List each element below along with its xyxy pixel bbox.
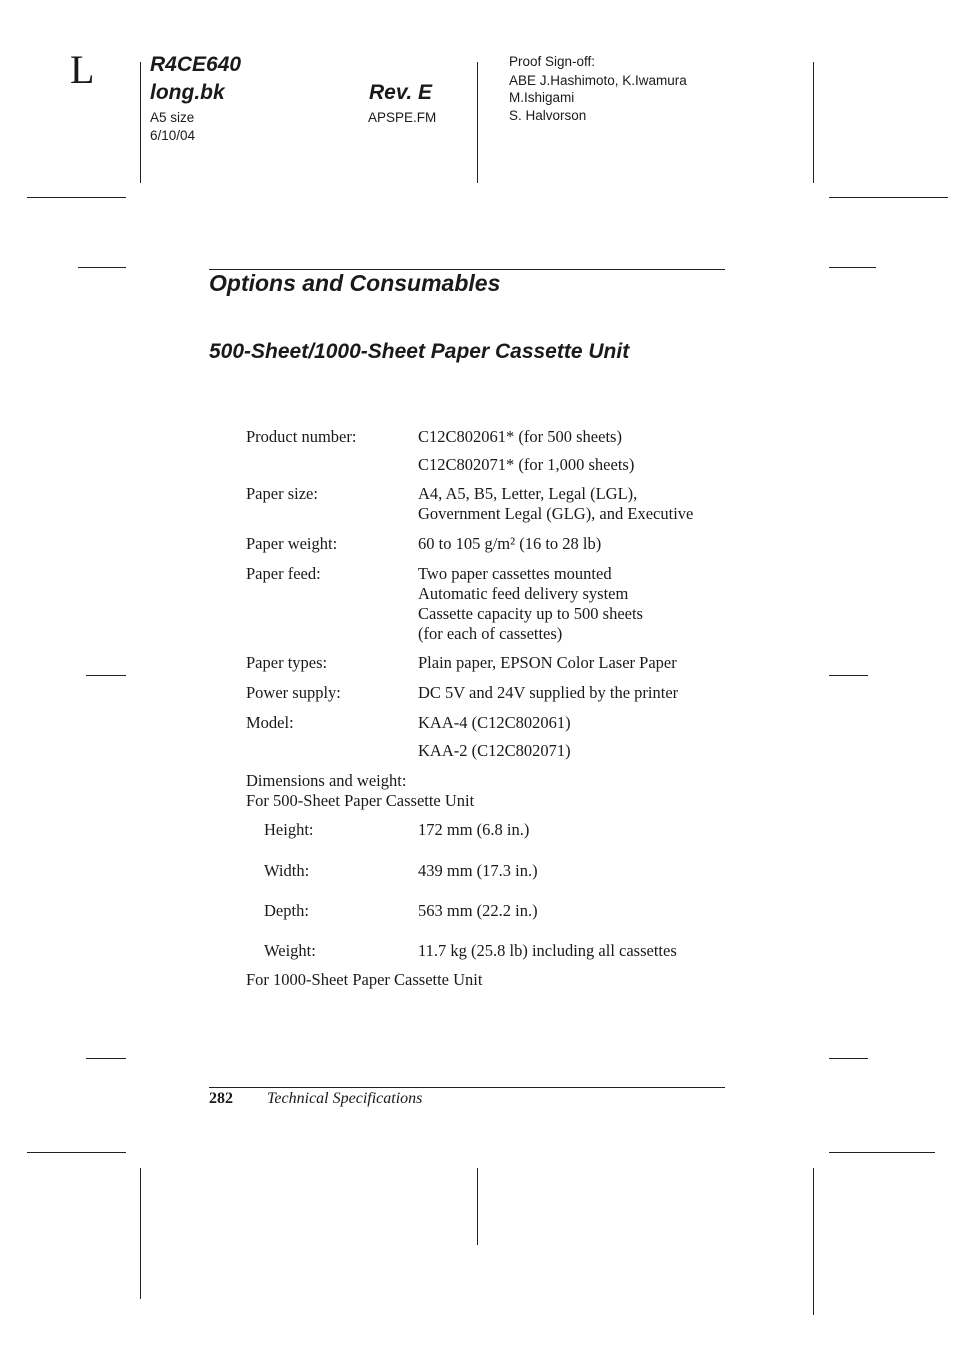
corner-letter: L	[70, 47, 95, 92]
crop-mark	[27, 1152, 126, 1153]
crop-mark	[86, 1058, 126, 1059]
crop-mark	[813, 62, 814, 183]
spec-value: Two paper cassettes mounted	[418, 564, 612, 583]
spec-label: Paper types:	[246, 653, 328, 672]
crop-mark	[27, 197, 126, 198]
spec-value: C12C802061* (for 500 sheets)	[418, 427, 622, 446]
proof-label: Proof Sign-off:	[509, 54, 596, 69]
crop-mark	[829, 1152, 935, 1153]
spec-label: Paper weight:	[246, 534, 338, 553]
crop-mark	[140, 62, 141, 183]
spec-label: Model:	[246, 713, 294, 732]
spec-value: DC 5V and 24V supplied by the printer	[418, 683, 679, 702]
crop-mark	[78, 267, 126, 268]
section-title: Options and Consumables	[209, 270, 501, 296]
spec-value: (for each of cassettes)	[418, 624, 563, 643]
crop-mark	[140, 1168, 141, 1299]
footer-rule	[209, 1087, 725, 1088]
doc-id: R4CE640	[150, 53, 242, 76]
spec-value: Government Legal (GLG), and Executive	[418, 504, 694, 523]
spec-label: For 500-Sheet Paper Cassette Unit	[246, 791, 475, 810]
page-size: A5 size	[150, 110, 195, 125]
crop-mark	[829, 197, 948, 198]
crop-mark	[477, 1168, 478, 1245]
spec-label: Product number:	[246, 427, 357, 446]
spec-label: Paper size:	[246, 484, 318, 503]
spec-value: KAA-2 (C12C802071)	[418, 741, 571, 760]
spec-label: Paper feed:	[246, 564, 321, 583]
crop-mark	[477, 62, 478, 183]
revision: Rev. E	[369, 81, 433, 104]
spec-value: 172 mm (6.8 in.)	[418, 820, 530, 839]
spec-label: Height:	[264, 820, 314, 839]
spec-value: Automatic feed delivery system	[418, 584, 629, 603]
spec-value: KAA-4 (C12C802061)	[418, 713, 571, 732]
crop-mark	[813, 1168, 814, 1315]
spec-label: Depth:	[264, 901, 309, 920]
subsection-title: 500-Sheet/1000-Sheet Paper Cassette Unit	[209, 340, 630, 363]
spec-label: Power supply:	[246, 683, 341, 702]
crop-mark	[86, 675, 126, 676]
spec-value: 563 mm (22.2 in.)	[418, 901, 538, 920]
doc-file: long.bk	[150, 81, 225, 104]
proof-signer: ABE J.Hashimoto, K.Iwamura	[509, 73, 687, 88]
spec-label: Weight:	[264, 941, 316, 960]
spec-label: Dimensions and weight:	[246, 771, 407, 790]
file-name: APSPE.FM	[368, 110, 437, 125]
spec-value: A4, A5, B5, Letter, Legal (LGL),	[418, 484, 638, 503]
spec-value: 60 to 105 g/m² (16 to 28 lb)	[418, 534, 602, 553]
spec-value: C12C802071* (for 1,000 sheets)	[418, 455, 635, 474]
chapter-title: Technical Specifications	[267, 1090, 423, 1107]
proof-signer: S. Halvorson	[509, 108, 587, 123]
spec-value: Plain paper, EPSON Color Laser Paper	[418, 653, 677, 672]
spec-value: 11.7 kg (25.8 lb) including all cassettes	[418, 941, 677, 960]
spec-value: 439 mm (17.3 in.)	[418, 861, 538, 880]
spec-value: Cassette capacity up to 500 sheets	[418, 604, 643, 623]
spec-label: Width:	[264, 861, 310, 880]
proof-signer: M.Ishigami	[509, 90, 575, 105]
crop-mark	[829, 267, 876, 268]
crop-mark	[829, 675, 868, 676]
date: 6/10/04	[150, 128, 196, 143]
spec-label: For 1000-Sheet Paper Cassette Unit	[246, 970, 483, 989]
crop-mark	[829, 1058, 868, 1059]
page-number: 282	[209, 1090, 233, 1107]
